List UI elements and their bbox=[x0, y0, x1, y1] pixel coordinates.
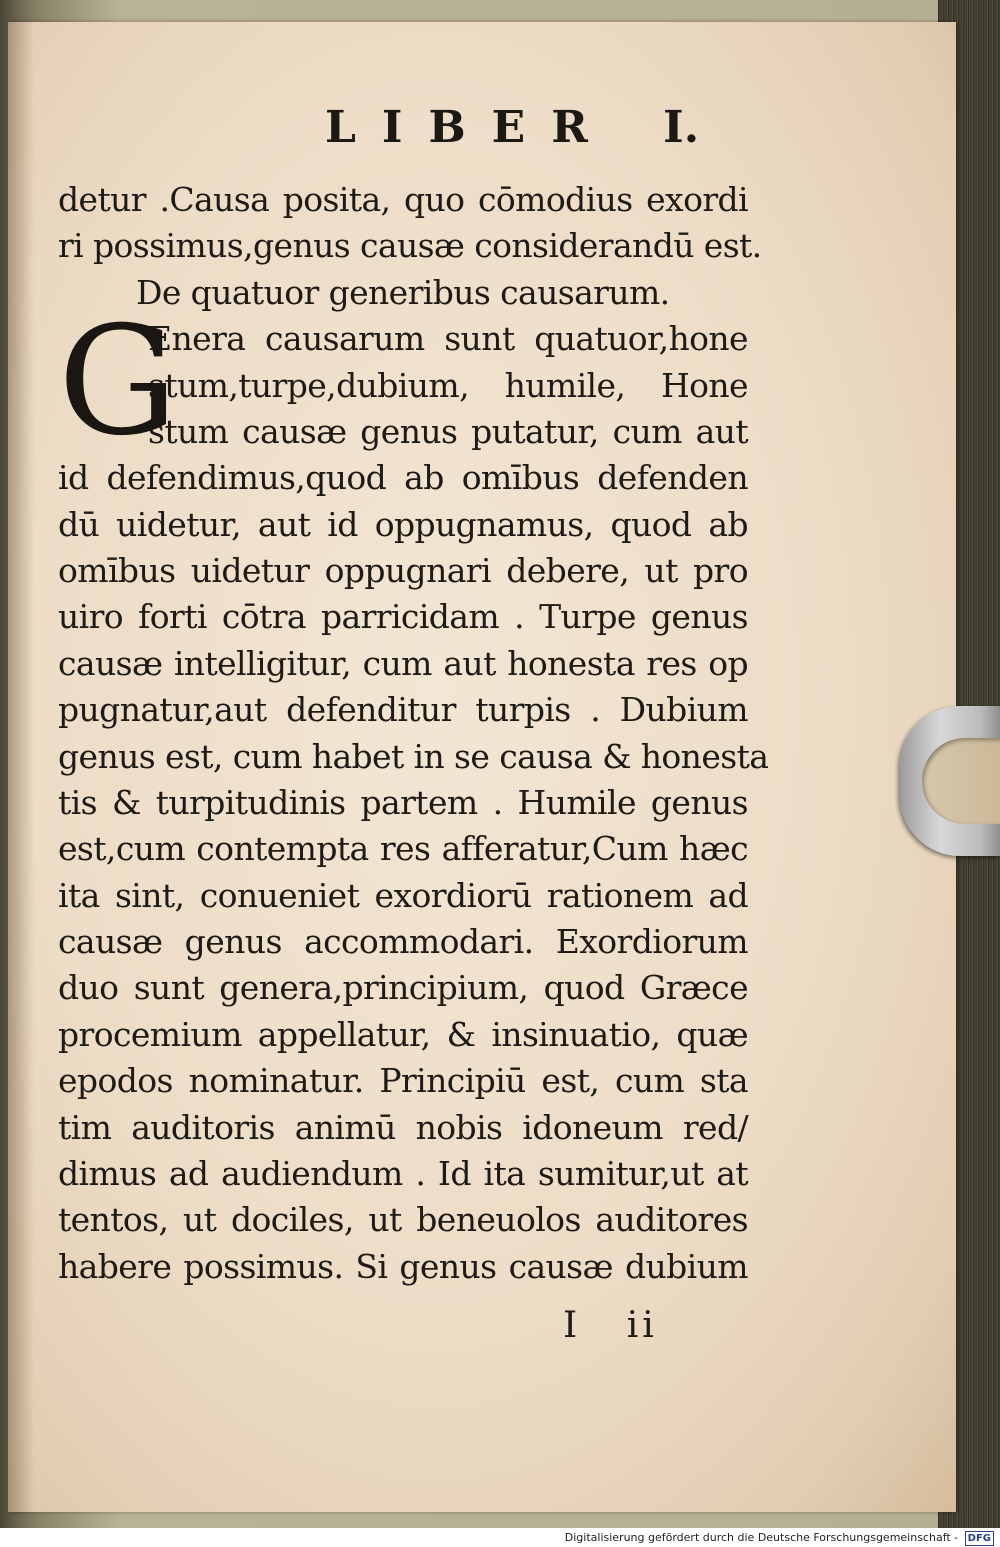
text-line: epodos nominatur. Principiū est, cum sta bbox=[58, 1061, 748, 1101]
running-title: LIBER bbox=[324, 102, 614, 153]
text-line: duo sunt genera,principium, quod Græce bbox=[58, 968, 748, 1008]
text-line: causæ intelligitur, cum aut honesta res op bbox=[58, 643, 748, 683]
text-line: tis & turpitudinis partem . Humile genus bbox=[58, 782, 748, 822]
text-line: omībus uidetur oppugnari debere, ut pro bbox=[58, 550, 748, 590]
signature-number: ii bbox=[626, 1305, 658, 1346]
text-line: ita sint, conueniet exordiorū rationem ad bbox=[58, 875, 748, 915]
drop-initial: G bbox=[58, 295, 178, 470]
signature-mark bbox=[563, 1305, 658, 1346]
book-clasp bbox=[900, 706, 1000, 856]
clasp-opening bbox=[922, 738, 1000, 824]
signature-letter: I bbox=[563, 1305, 582, 1346]
text-line: tim auditoris animū nobis idoneum red/ bbox=[58, 1107, 748, 1147]
text-line: stum causæ genus putatur, cum aut bbox=[148, 411, 748, 451]
initial-paragraph bbox=[58, 295, 748, 470]
section-heading: De quatuor generibus causarum. bbox=[136, 272, 670, 312]
text-line: ri possimus,genus causæ considerandū est. bbox=[58, 226, 762, 266]
text-line: id defendimus,quod ab omībus defenden bbox=[58, 458, 748, 498]
dfg-logo-icon: DFG bbox=[965, 1531, 994, 1546]
footer-credit: Digitalisierung gefördert durch die Deutsche Forschungsgemeinschaft - bbox=[564, 1531, 959, 1544]
text-line: causæ genus accommodari. Exordiorum bbox=[58, 922, 748, 962]
text-line: dimus ad audiendum . Id ita sumitur,ut at bbox=[58, 1154, 748, 1194]
text-line: stum,turpe,dubium, humile, Hone bbox=[148, 365, 748, 405]
text-line: dū uidetur, aut id oppugnamus, quod ab bbox=[58, 504, 748, 544]
text-block bbox=[58, 177, 769, 1290]
text-line: habere possimus. Si genus causæ dubium bbox=[58, 1246, 748, 1286]
gutter-shadow bbox=[8, 22, 34, 1512]
text-line: tentos, ut dociles, ut beneuolos auditores bbox=[58, 1200, 748, 1240]
text-line: est,cum contempta res afferatur,Cum hæc bbox=[58, 829, 748, 869]
header-folio: I. bbox=[663, 102, 700, 153]
text-line: detur .Causa posita, quo cōmodius exordi bbox=[58, 180, 748, 219]
text-line: procemium appellatur, & insinuatio, quæ bbox=[58, 1014, 748, 1054]
page-header bbox=[8, 102, 956, 153]
text-line: uiro forti cōtra parricidam . Turpe genus bbox=[58, 597, 748, 637]
book-page bbox=[8, 22, 956, 1512]
text-line: pugnatur,aut defenditur turpis . Dubium bbox=[58, 690, 748, 730]
digitization-footer bbox=[0, 1528, 1000, 1547]
text-line: Enera causarum sunt quatuor,hone bbox=[148, 319, 748, 359]
text-line: genus est, cum habet in se causa & honesta bbox=[58, 736, 769, 776]
